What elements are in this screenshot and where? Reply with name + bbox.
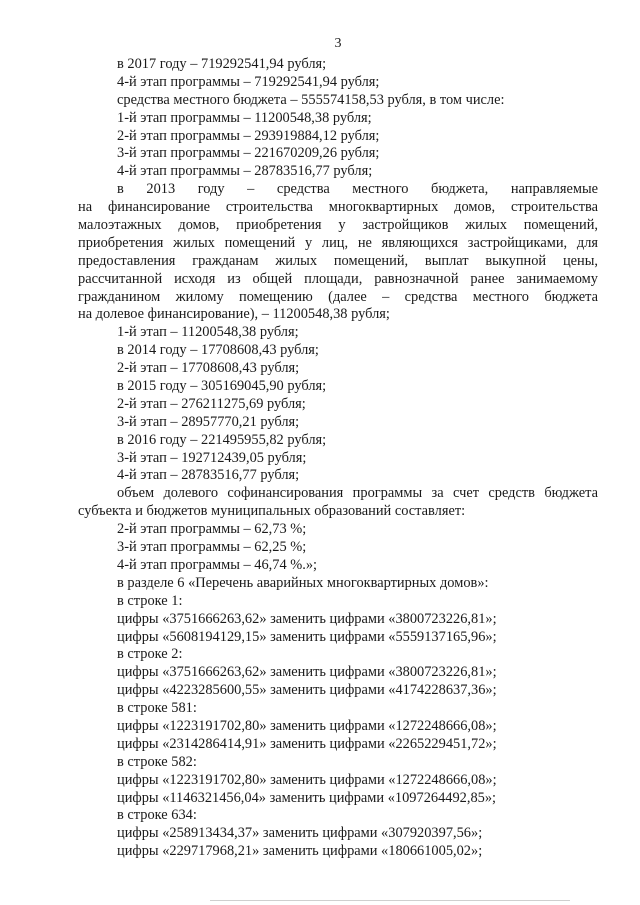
text-line: предоставления гражданам жилых помещений, выплат выкупной цены, [78, 252, 598, 269]
text-line: цифры «258913434,37» заменить цифрами «307920397,56»; [117, 825, 483, 842]
text-line: рассчитанной исходя из общей площади, равнозначной ранее занимаемому [78, 270, 598, 287]
text-line: 2-й этап программы – 62,73 %; [117, 521, 307, 538]
text-line: в строке 634: [117, 807, 197, 824]
text-line: в строке 2: [117, 646, 183, 663]
text-line: в разделе 6 «Перечень аварийных многоквартирных домов»: [117, 574, 489, 591]
text-line: 2-й этап – 17708608,43 рубля; [117, 360, 300, 377]
text-line: 1-й этап – 11200548,38 рубля; [117, 324, 299, 341]
text-line: цифры «1146321456,04» заменить цифрами «1097264492,85»; [117, 789, 497, 806]
document-body [78, 56, 598, 861]
text-line: в строке 1: [117, 592, 183, 609]
text-line: на финансирование строительства многоквартирных домов, строительства [78, 199, 598, 216]
text-line: 3-й этап – 28957770,21 рубля; [117, 413, 300, 430]
text-line: 3-й этап – 192712439,05 рубля; [117, 449, 307, 466]
text-line: цифры «3751666263,62» заменить цифрами «3800723226,81»; [117, 664, 497, 681]
text-line: объем долевого софинансирования программы за счет средств бюджета [117, 485, 598, 502]
scan-edge-line [210, 900, 570, 901]
text-line: средства местного бюджета – 555574158,53 рубля, в том числе: [117, 91, 505, 108]
text-line: в 2016 году – 221495955,82 рубля; [117, 431, 327, 448]
text-line: 1-й этап программы – 11200548,38 рубля; [117, 109, 372, 126]
text-line: цифры «1223191702,80» заменить цифрами «1272248666,08»; [117, 717, 497, 734]
text-line: цифры «2314286414,91» заменить цифрами «2265229451,72»; [117, 735, 497, 752]
text-line: 4-й этап программы – 719292541,94 рубля; [117, 73, 380, 90]
text-line: 4-й этап программы – 46,74 %.»; [117, 556, 318, 573]
text-line: 3-й этап программы – 62,25 %; [117, 539, 307, 556]
text-line: цифры «3751666263,62» заменить цифрами «3800723226,81»; [117, 610, 497, 627]
text-line: гражданином жилому помещению (далее – средства местного бюджета [78, 288, 598, 305]
text-line: в 2013 году – средства местного бюджета, направляемые [117, 181, 598, 198]
text-line: в 2017 году – 719292541,94 рубля; [117, 56, 327, 72]
text-line: малоэтажных домов, приобретения у застройщиков жилых помещений, [78, 217, 598, 234]
text-line: цифры «1223191702,80» заменить цифрами «1272248666,08»; [117, 771, 497, 788]
text-line: на долевое финансирование), – 11200548,38 рубля; [78, 306, 390, 323]
text-line: в строке 582: [117, 753, 197, 770]
text-line: в 2014 году – 17708608,43 рубля; [117, 342, 319, 359]
text-line: 2-й этап – 276211275,69 рубля; [117, 395, 306, 412]
text-line: цифры «229717968,21» заменить цифрами «180661005,02»; [117, 843, 483, 860]
text-line: приобретения жилых помещений у лиц, не являющихся застройщиками, для [78, 234, 598, 251]
page-number: 3 [334, 36, 342, 51]
text-line: в строке 581: [117, 700, 197, 717]
text-line: 4-й этап программы – 28783516,77 рубля; [117, 163, 373, 180]
text-line: цифры «4223285600,55» заменить цифрами «4174228637,36»; [117, 682, 497, 699]
text-line: субъекта и бюджетов муниципальных образований составляет: [78, 503, 466, 520]
text-line: цифры «5608194129,15» заменить цифрами «5559137165,96»; [117, 628, 497, 645]
text-line: в 2015 году – 305169045,90 рубля; [117, 378, 327, 395]
text-line: 3-й этап программы – 221670209,26 рубля; [117, 145, 380, 162]
text-line: 2-й этап программы – 293919884,12 рубля; [117, 127, 380, 144]
text-line: 4-й этап – 28783516,77 рубля; [117, 467, 300, 484]
